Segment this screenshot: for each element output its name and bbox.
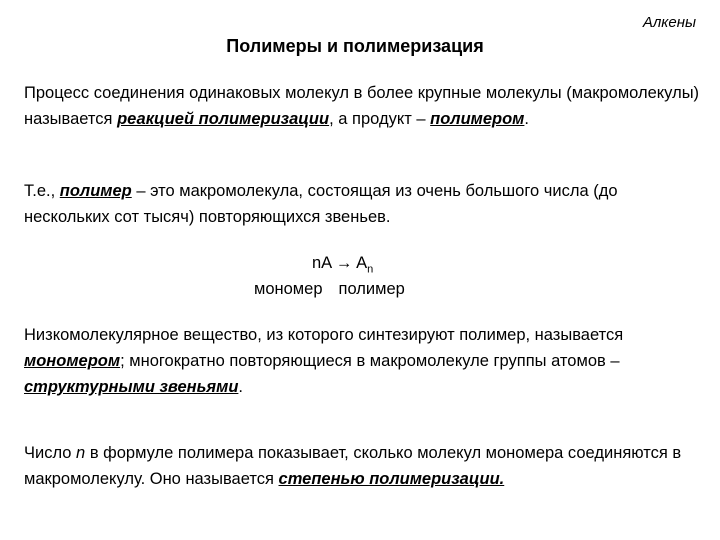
- formula-product: A: [356, 254, 368, 272]
- text: Т.е.,: [24, 182, 60, 200]
- text: Число: [24, 444, 77, 462]
- term-polymer: полимером: [430, 110, 525, 128]
- variable-n: n: [76, 444, 86, 462]
- text: .: [238, 378, 243, 396]
- term-structural-units: структурными звеньями: [24, 378, 239, 396]
- text: ; многократно повторяющиеся в макромолекуле группы атомов –: [120, 352, 620, 370]
- text: Низкомолекулярное вещество, из которого синтезируют полимер, называется: [24, 326, 624, 344]
- term-degree-of-polymerization: степенью полимеризации.: [278, 470, 505, 488]
- paragraph-monomer-definition: [24, 322, 704, 400]
- text: , а продукт –: [329, 110, 431, 128]
- formula-labels: [254, 276, 405, 302]
- paragraph-degree-of-polymerization: [24, 440, 704, 492]
- slide-title: Полимеры и полимеризация: [226, 36, 484, 56]
- text: Процесс соединения одинаковых молекул в более крупные молекулы (макромолекулы) называется: [24, 84, 700, 128]
- formula-subscript: n: [367, 263, 374, 276]
- text: в формуле полимера показывает, сколько молекул мономера соединяются в макромолекулу. Оно называется: [24, 444, 682, 488]
- label-polymer: полимер: [338, 280, 405, 298]
- paragraph-polymerization: [24, 80, 704, 132]
- text: – это макромолекула, состоящая из очень большого числа (до нескольких сот тысяч) повторяющихся звеньев.: [24, 182, 618, 226]
- formula-reactant: nA: [312, 254, 332, 272]
- term-polymerization-reaction: реакцией полимеризации: [117, 110, 330, 128]
- arrow-icon: →: [335, 254, 353, 272]
- term-polymer: полимер: [59, 182, 132, 200]
- paragraph-polymer-definition: [24, 178, 704, 230]
- topic-label: Алкены: [642, 14, 696, 31]
- term-monomer: мономером: [24, 352, 121, 370]
- label-monomer: мономер: [254, 280, 323, 298]
- text: .: [524, 110, 529, 128]
